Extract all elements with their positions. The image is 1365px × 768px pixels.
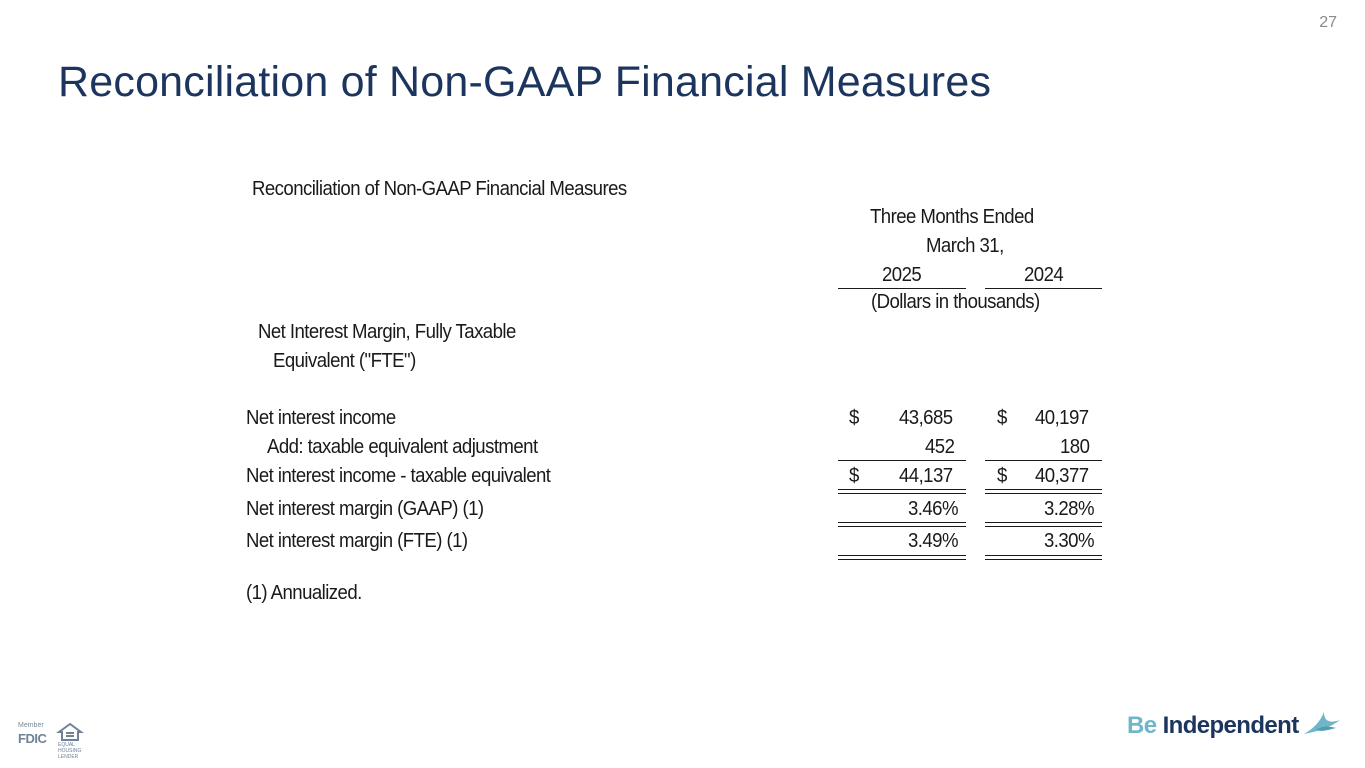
value-2024: 40,197 [1035,407,1089,429]
section-label-line1: Net Interest Margin, Fully Taxable [258,321,516,343]
footnote: (1) Annualized. [246,582,362,604]
units-label: (Dollars in thousands) [871,291,1040,313]
row-label: Net interest margin (GAAP) (1) [246,498,484,520]
subtotal-rule-2024 [985,460,1102,461]
currency-symbol: $ [849,465,859,487]
total-rule-2025 [838,489,966,494]
row-label: Add: taxable equivalent adjustment [267,436,538,458]
value-2025: 3.49% [908,530,958,552]
row-label: Net interest income - taxable equivalent [246,465,551,487]
brand-be: Be [1127,712,1157,739]
equal-housing-text: EQUAL HOUSING LENDER [58,742,82,760]
row-label: Net interest margin (FTE) (1) [246,530,468,552]
year-underline-2025 [838,288,966,289]
fdic-member-text: Member [18,722,44,729]
year-2024-header: 2024 [1024,264,1064,286]
value-2025: 452 [925,436,955,458]
page-number: 27 [1319,14,1337,31]
table-heading: Reconciliation of Non-GAAP Financial Measures [252,178,627,200]
value-2025: 44,137 [899,465,953,487]
currency-symbol: $ [997,465,1007,487]
period-header-line2: March 31, [926,235,1004,257]
margin-gaap-rule-2025 [838,522,966,527]
slide-title: Reconciliation of Non-GAAP Financial Measures [58,58,992,106]
margin-gaap-rule-2024 [985,522,1102,527]
brand-logo [1127,712,1299,740]
fdic-logo-text: FDIC [18,731,47,746]
section-label-line2: Equivalent ("FTE") [273,350,416,372]
fdic-badge [18,722,88,760]
value-2024: 40,377 [1035,465,1089,487]
currency-symbol: $ [997,407,1007,429]
bird-icon [1302,708,1342,736]
year-underline-2024 [985,288,1102,289]
value-2024: 180 [1060,436,1090,458]
subtotal-rule-2025 [838,460,966,461]
value-2025: 3.46% [908,498,958,520]
brand-name: Independent [1162,712,1299,739]
total-rule-2024 [985,489,1102,494]
margin-fte-rule-2024 [985,555,1102,560]
period-header-line1: Three Months Ended [870,206,1034,228]
value-2024: 3.28% [1044,498,1094,520]
row-label: Net interest income [246,407,396,429]
currency-symbol: $ [849,407,859,429]
value-2024: 3.30% [1044,530,1094,552]
value-2025: 43,685 [899,407,953,429]
year-2025-header: 2025 [882,264,922,286]
margin-fte-rule-2025 [838,555,966,560]
